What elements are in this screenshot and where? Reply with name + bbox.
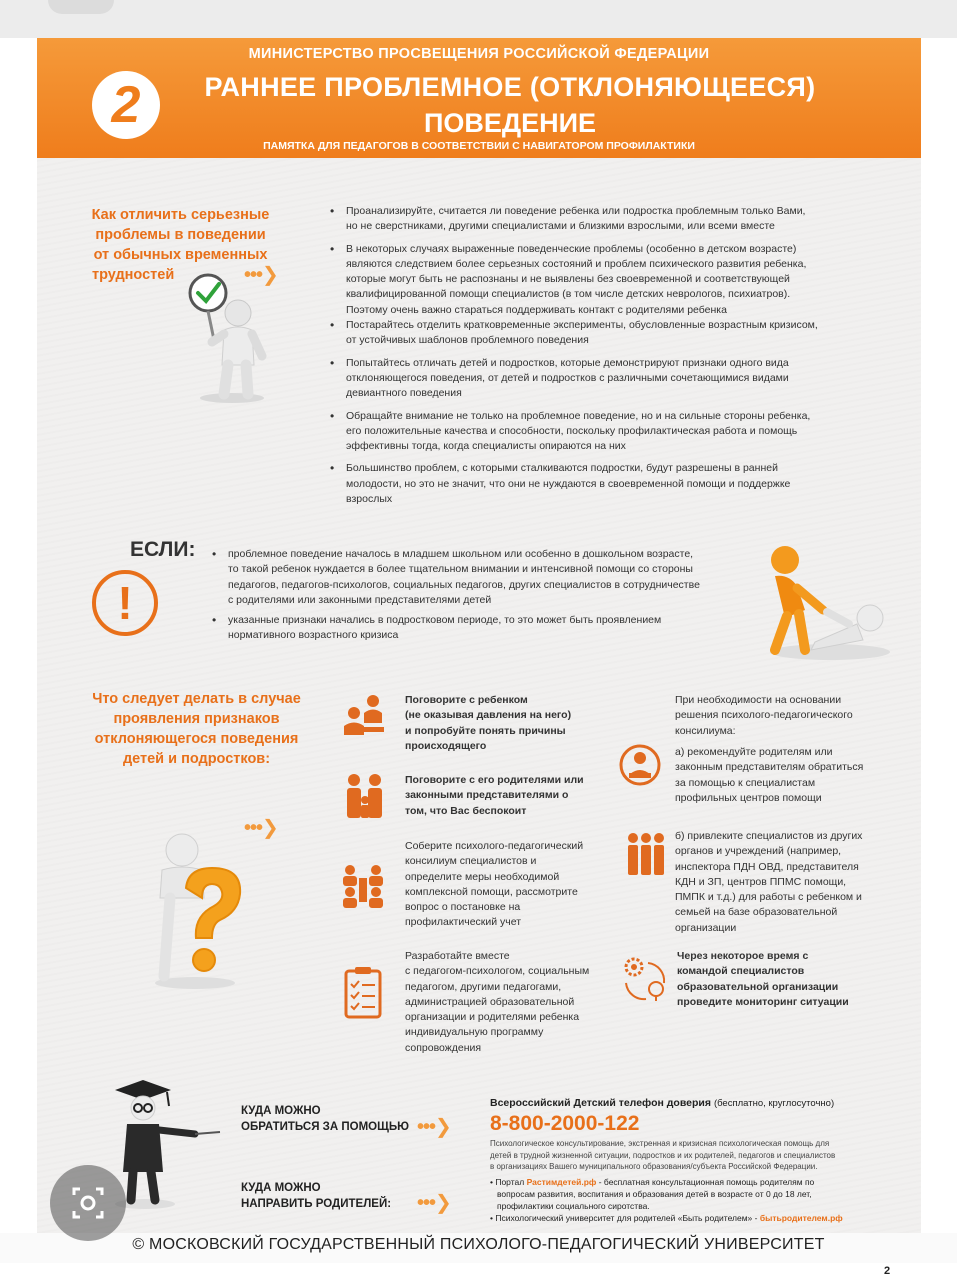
arrow-right-icon: •••❯ bbox=[417, 1116, 451, 1138]
conversation-icon bbox=[340, 693, 390, 743]
figure-question-mark-icon bbox=[140, 828, 260, 993]
portal-link[interactable]: Растимдетей.рф bbox=[526, 1177, 597, 1187]
footer-copyright: © МОСКОВСКИЙ ГОСУДАРСТВЕННЫЙ ПСИХОЛОГО-ПЕДАГОГИЧЕСКИЙ УНИВЕРСИТЕТ bbox=[132, 1236, 825, 1253]
where-help-label: КУДА МОЖНО ОБРАТИТЬСЯ ЗА ПОМОЩЬЮ bbox=[241, 1105, 409, 1133]
arrow-right-icon: •••❯ bbox=[244, 817, 278, 839]
arrow-right-icon: •••❯ bbox=[244, 264, 278, 286]
list-item: • Попытайтесь отличать детей и подростков, которые демонстрируют признаки одного вида отклоняющегося поведения, от детей и подростков с различными сочетающимися видами девиантного поведения bbox=[330, 356, 890, 402]
page-number: 2 bbox=[884, 1265, 891, 1277]
section3-question-line: Что следует делать в случае bbox=[92, 691, 301, 707]
council-icon bbox=[340, 862, 386, 908]
if-label: ЕСЛИ: bbox=[130, 538, 196, 561]
consilium-intro: При необходимости на основании решения психолого-педагогического консилиума: bbox=[675, 694, 853, 737]
list-item: • Проанализируйте, считается ли поведение ребенка или подростка проблемным только Вами, но не сверстниками, другими специалистами и близкими взрослыми, или всеми вместе bbox=[330, 204, 890, 235]
parents-icon bbox=[342, 772, 388, 822]
specialist-icon bbox=[618, 743, 662, 787]
section2-bullet-list bbox=[212, 547, 752, 649]
lens-icon bbox=[50, 1165, 126, 1241]
page-title-line-2: ПОВЕДЕНИЕ bbox=[423, 108, 597, 138]
list-item: • В некоторых случаях выраженные поведенческие проблемы (особенно в детском возрасте) являются следствием более серьезных состояний и проблем психического развития ребенка, которые могут быть не распознаны и не выявлены без своевременной и соответствующей квалифицированной помощи специалистов (в том числе детских неврологов, психиатров). Поэтому очень важно стараться поддерживать контакт с родителями ребенка bbox=[330, 242, 890, 318]
group-icon bbox=[626, 832, 666, 876]
section-number-badge bbox=[92, 71, 160, 139]
portal-info: • Портал Растимдетей.рф - бесплатная консультационная помощь родителям по вопросам развития, воспитания и образования детей в возрасте от 0 до 18 лет, профилактики социального сиротства. • Психологический университет для родителей «Быть родителем» - бытьродителем.рф bbox=[490, 1177, 843, 1223]
figure-helping-icon bbox=[745, 540, 895, 665]
section3-question-line: отклоняющегося поведения bbox=[94, 731, 299, 747]
list-item: • Постарайтесь отделить кратковременные эксперименты, обусловленные возрастным кризисом, от устойчивых шаблонов проблемного поведения bbox=[330, 318, 890, 349]
hotline-phone[interactable]: 8-800-2000-122 bbox=[490, 1112, 640, 1135]
arrow-right-icon: •••❯ bbox=[417, 1192, 451, 1214]
page-title-line-1: РАННЕЕ ПРОБЛЕМНОЕ (ОТКЛОНЯЮЩЕЕСЯ) bbox=[204, 72, 816, 102]
step-involve-specialists: б) привлеките специалистов из других органов и учреждений (например, инспектора ПДН ОВД, представителя КДН и ЗП, центров ППМС помощи, ПМПК и т.д.) для работы с ребенком и семьей на базе образовательной организации bbox=[675, 830, 863, 934]
ministry-title: МИНИСТЕРСТВО ПРОСВЕЩЕНИЯ РОССИЙСКОЙ ФЕДЕРАЦИИ bbox=[248, 46, 710, 62]
hotline-title: Всероссийский Детский телефон доверия (бесплатно, круглосуточно) bbox=[490, 1097, 835, 1109]
warning-icon: ! bbox=[92, 570, 158, 636]
checklist-icon bbox=[344, 966, 384, 1020]
section3-question bbox=[84, 689, 309, 769]
parent-university-link[interactable]: бытьродителем.рф bbox=[759, 1213, 843, 1223]
section3-question-line: детей и подростков: bbox=[122, 751, 271, 767]
lens-search-button[interactable] bbox=[50, 1165, 126, 1241]
list-item: • Обращайте внимание не только на проблемное поведение, но и на сильные стороны ребенка, его положительные качества и способности, поскольку профилактическая работа и помощь эффективны тогда, когда специалисты опираются на них bbox=[330, 409, 890, 455]
where-parents-label: КУДА МОЖНО НАПРАВИТЬ РОДИТЕЛЕЙ: bbox=[241, 1182, 392, 1210]
list-item: • указанные признаки начались в подростковом периоде, то это может быть проявлением нормативного возрастного кризиса bbox=[212, 613, 752, 644]
list-item: • проблемное поведение началось в младшем школьном или особенно в дошкольном возрасте, то такой ребенок нуждается в более тщательном внимании и интенсивной помощи со стороны педагогов, педагогов-психологов, социальных педагогов, других специалистов в сотрудничестве с родителями или законными представителями детей bbox=[212, 547, 752, 608]
hotline-description: Психологическое консультирование, экстренная и кризисная психологическая помощь для детей в трудной жизненной ситуации, подростков и их родителей, педагогов и специалистов в организациях Вашего муниципального образования/субъекта Российской Федерации. bbox=[490, 1139, 836, 1171]
section1-question-line: от обычных временных bbox=[93, 247, 268, 263]
step-recommend-parents: а) рекомендуйте родителям или законным представителям обратиться за помощью к специалистам профильных центров помощи bbox=[675, 746, 864, 804]
step-talk-parents: Поговорите с его родителями или законными представителями о том, что Вас беспокоит bbox=[405, 774, 584, 817]
step-program: Разработайте вместе с педагогом-психологом, социальным педагогом, другими педагогами, администрацией образовательной организации и родителями ребенка индивидуальную программу сопровождения bbox=[405, 950, 590, 1054]
step-talk-child: Поговорите с ребенком (не оказывая давления на него) и попробуйте понять причины происходящего bbox=[405, 694, 572, 752]
monitoring-icon bbox=[620, 953, 670, 1003]
top-bar bbox=[0, 0, 957, 38]
step-council: Соберите психолого-педагогический консилиум специалистов и определите меры необходимой комплексной помощи, рассмотрите вопрос о постановке на профилактический учет bbox=[405, 840, 584, 929]
top-bar-tab bbox=[48, 0, 114, 14]
page-subtitle: ПАМЯТКА ДЛЯ ПЕДАГОГОВ В СООТВЕТСТВИИ С НАВИГАТОРОМ ПРОФИЛАКТИКИ bbox=[263, 140, 695, 152]
section3-question-line: проявления признаков bbox=[113, 711, 280, 727]
section1-bullet-list bbox=[330, 204, 890, 514]
section1-question-line: проблемы в поведении bbox=[95, 227, 266, 243]
section1-question-line: трудностей bbox=[92, 267, 175, 283]
list-item: • Большинство проблем, с которыми сталкиваются подростки, будут разрешены в ранней молодости, но это не значит, что они не нуждаются в своевременной помощи и поддержке взрослых bbox=[330, 461, 890, 507]
section-number: 2 bbox=[111, 76, 141, 134]
figure-checkmark-icon bbox=[180, 270, 290, 405]
step-monitoring: Через некоторое время с командой специалистов образовательной организации проведите мониторинг ситуации bbox=[677, 950, 849, 1008]
section1-question-line: Как отличить серьезные bbox=[91, 207, 270, 223]
